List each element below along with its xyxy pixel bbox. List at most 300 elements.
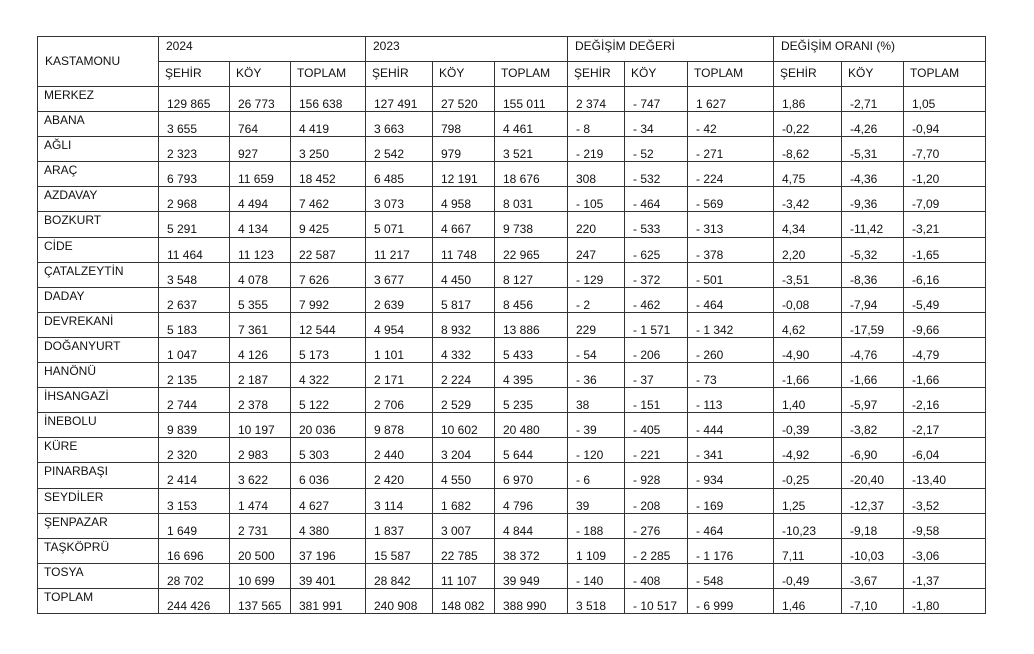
cell-value: - 271: [696, 147, 724, 162]
value-cell: [904, 488, 986, 513]
value-cell: [159, 563, 230, 588]
cell-value: 4 419: [299, 122, 330, 137]
value-cell: [774, 237, 842, 262]
cell-value: - 532: [633, 172, 661, 187]
cell-value: 16 696: [167, 548, 204, 563]
value-cell: [774, 312, 842, 337]
cell-value: - 36: [576, 373, 597, 388]
district-name: DADAY: [44, 288, 85, 303]
value-cell: [568, 262, 625, 287]
subheader-koy: KÖY: [842, 62, 904, 87]
value-cell: [625, 137, 688, 162]
value-cell: [904, 363, 986, 388]
population-table: [37, 36, 986, 614]
cell-value: - 372: [633, 272, 661, 287]
value-cell: [159, 287, 230, 312]
district-name: TOSYA: [44, 564, 84, 579]
cell-value: 1 682: [441, 498, 472, 513]
cell-value: -4,90: [782, 347, 810, 362]
value-cell: [774, 538, 842, 563]
table-row: [38, 262, 986, 287]
value-cell: [495, 588, 568, 613]
value-cell: [495, 212, 568, 237]
cell-value: 4 332: [441, 347, 472, 362]
value-cell: [625, 312, 688, 337]
cell-value: 37 196: [299, 548, 336, 563]
value-cell: [366, 463, 433, 488]
value-cell: [366, 287, 433, 312]
value-cell: [568, 87, 625, 112]
cell-value: 388 990: [503, 598, 547, 613]
value-cell: [688, 363, 774, 388]
value-cell: [774, 212, 842, 237]
cell-value: 2 320: [167, 448, 198, 463]
cell-value: 129 865: [167, 97, 211, 111]
value-cell: [688, 187, 774, 212]
cell-value: - 42: [696, 122, 717, 137]
value-cell: [159, 87, 230, 112]
value-cell: [230, 413, 291, 438]
cell-value: 1,05: [912, 97, 936, 111]
value-cell: [433, 388, 495, 413]
cell-value: -2,71: [850, 97, 878, 111]
cell-value: -1,80: [912, 598, 940, 613]
value-cell: [904, 287, 986, 312]
cell-value: 28 702: [167, 573, 204, 588]
value-cell: [568, 588, 625, 613]
cell-value: 8 031: [503, 197, 534, 212]
cell-value: - 129: [576, 272, 604, 287]
value-cell: [842, 388, 904, 413]
value-cell: [774, 87, 842, 112]
cell-value: - 37: [633, 373, 654, 388]
value-cell: [433, 438, 495, 463]
cell-value: -7,10: [850, 598, 878, 613]
cell-value: - 1 571: [633, 322, 671, 337]
cell-value: 7 992: [299, 297, 330, 312]
value-cell: [625, 563, 688, 588]
cell-value: 5 433: [503, 347, 534, 362]
cell-value: 20 036: [299, 423, 336, 438]
cell-value: 11 659: [238, 172, 274, 187]
value-cell: [688, 388, 774, 413]
value-cell: [688, 413, 774, 438]
cell-value: 5 173: [299, 347, 330, 362]
cell-value: 3 521: [503, 147, 534, 162]
value-cell: [159, 137, 230, 162]
district-name: ABANA: [44, 113, 85, 128]
group-header-2023: 2023: [366, 37, 568, 62]
value-cell: [842, 162, 904, 187]
value-cell: [688, 337, 774, 362]
group-header-2024: 2024: [159, 37, 366, 62]
value-cell: [568, 463, 625, 488]
district-name: ŞENPAZAR: [44, 514, 108, 529]
district-name-cell: [38, 413, 159, 438]
cell-value: 39 949: [503, 573, 540, 588]
cell-value: - 54: [576, 347, 597, 362]
cell-value: 2 224: [441, 373, 472, 388]
cell-value: -10,23: [782, 523, 817, 538]
district-name: TAŞKÖPRÜ: [44, 539, 110, 554]
value-cell: [625, 463, 688, 488]
cell-value: 2 171: [374, 373, 405, 388]
cell-value: -5,49: [912, 297, 940, 312]
district-name: DOĞANYURT: [44, 338, 121, 353]
cell-value: -0,94: [912, 122, 940, 137]
cell-value: -4,76: [850, 347, 878, 362]
cell-value: 7 361: [238, 322, 269, 337]
subheader-sehir: ŞEHİR: [366, 62, 433, 87]
cell-value: 2 420: [374, 473, 405, 488]
value-cell: [495, 112, 568, 137]
cell-value: -10,03: [850, 548, 885, 563]
value-cell: [688, 287, 774, 312]
value-cell: [568, 513, 625, 538]
cell-value: 7,11: [782, 548, 805, 563]
cell-value: 2 706: [374, 398, 405, 413]
table-row: [38, 212, 986, 237]
value-cell: [774, 413, 842, 438]
cell-value: -17,59: [850, 322, 885, 337]
cell-value: 3 204: [441, 448, 472, 463]
cell-value: - 224: [696, 172, 724, 187]
cell-value: - 928: [633, 473, 661, 488]
value-cell: [568, 388, 625, 413]
value-cell: [904, 237, 986, 262]
cell-value: 6 793: [167, 172, 198, 187]
cell-value: 26 773: [238, 97, 275, 111]
cell-value: 137 565: [238, 598, 282, 613]
cell-value: 4 550: [441, 473, 472, 488]
district-name-cell: [38, 588, 159, 613]
value-cell: [159, 262, 230, 287]
district-name-cell: [38, 262, 159, 287]
cell-value: - 747: [633, 97, 661, 111]
cell-value: 20 480: [503, 423, 540, 438]
value-cell: [774, 262, 842, 287]
subheader-toplam: TOPLAM: [291, 62, 366, 87]
cell-value: 4 667: [441, 222, 472, 237]
value-cell: [568, 287, 625, 312]
value-cell: [688, 563, 774, 588]
value-cell: [366, 538, 433, 563]
cell-value: 4 627: [299, 498, 330, 513]
value-cell: [159, 312, 230, 337]
cell-value: 764: [238, 122, 259, 137]
value-cell: [366, 337, 433, 362]
value-cell: [159, 438, 230, 463]
cell-value: 8 127: [503, 272, 534, 287]
value-cell: [291, 262, 366, 287]
value-cell: [291, 137, 366, 162]
cell-value: -3,51: [782, 272, 810, 287]
value-cell: [291, 413, 366, 438]
value-cell: [433, 212, 495, 237]
table-row: [38, 538, 986, 563]
value-cell: [159, 112, 230, 137]
value-cell: [625, 588, 688, 613]
cell-value: 244 426: [167, 598, 211, 613]
value-cell: [688, 212, 774, 237]
cell-value: 3 114: [374, 498, 404, 513]
value-cell: [568, 538, 625, 563]
cell-value: - 6: [576, 473, 591, 488]
cell-value: -1,37: [912, 573, 940, 588]
value-cell: [904, 87, 986, 112]
cell-value: 5 303: [299, 448, 330, 463]
value-cell: [774, 162, 842, 187]
cell-value: 2 744: [167, 398, 198, 413]
cell-value: -5,97: [850, 398, 878, 413]
value-cell: [774, 287, 842, 312]
cell-value: - 169: [696, 498, 724, 513]
value-cell: [433, 187, 495, 212]
table-row: [38, 287, 986, 312]
value-cell: [433, 538, 495, 563]
cell-value: - 408: [633, 573, 661, 588]
value-cell: [433, 363, 495, 388]
value-cell: [495, 312, 568, 337]
value-cell: [688, 262, 774, 287]
value-cell: [366, 438, 433, 463]
district-name: DEVREKANİ: [44, 313, 114, 328]
district-name: MERKEZ: [44, 88, 95, 102]
value-cell: [291, 513, 366, 538]
cell-value: 5 644: [503, 448, 534, 463]
cell-value: 11 123: [238, 247, 274, 262]
cell-value: 5 071: [374, 222, 405, 237]
cell-value: 5 235: [503, 398, 534, 413]
district-name: KÜRE: [44, 439, 78, 454]
cell-value: -9,66: [912, 322, 940, 337]
value-cell: [495, 187, 568, 212]
value-cell: [568, 212, 625, 237]
value-cell: [433, 287, 495, 312]
district-name-cell: [38, 237, 159, 262]
cell-value: 22 785: [441, 548, 478, 563]
value-cell: [774, 388, 842, 413]
value-cell: [366, 187, 433, 212]
cell-value: 4 395: [503, 373, 534, 388]
cell-value: - 208: [633, 498, 661, 513]
district-name-cell: [38, 162, 159, 187]
cell-value: - 341: [696, 448, 724, 463]
cell-value: 3 677: [374, 272, 405, 287]
cell-value: 3 518: [576, 598, 607, 613]
cell-value: - 120: [576, 448, 604, 463]
table-row: [38, 237, 986, 262]
district-name-cell: [38, 463, 159, 488]
value-cell: [291, 438, 366, 463]
district-name-cell: [38, 187, 159, 212]
district-name-cell: [38, 312, 159, 337]
cell-value: 11 217: [374, 247, 410, 262]
value-cell: [366, 388, 433, 413]
cell-value: 127 491: [374, 97, 418, 111]
value-cell: [688, 237, 774, 262]
cell-value: 4 126: [238, 347, 269, 362]
value-cell: [159, 488, 230, 513]
cell-value: - 151: [633, 398, 661, 413]
value-cell: [230, 112, 291, 137]
cell-value: 1 627: [696, 97, 727, 111]
cell-value: 10 197: [238, 423, 275, 438]
cell-value: 5 355: [238, 297, 269, 312]
cell-value: 1 837: [374, 523, 405, 538]
table-row: [38, 388, 986, 413]
district-name-cell: [38, 388, 159, 413]
value-cell: [688, 112, 774, 137]
value-cell: [433, 588, 495, 613]
cell-value: 4,34: [782, 222, 806, 237]
value-cell: [495, 513, 568, 538]
value-cell: [433, 312, 495, 337]
cell-value: -9,58: [912, 523, 940, 538]
cell-value: 1,46: [782, 598, 806, 613]
value-cell: [230, 187, 291, 212]
cell-value: 3 073: [374, 197, 405, 212]
cell-value: 2 374: [576, 97, 607, 111]
value-cell: [904, 438, 986, 463]
cell-value: - 34: [633, 122, 654, 137]
cell-value: -3,82: [850, 423, 878, 438]
value-cell: [366, 162, 433, 187]
cell-value: - 6 999: [696, 598, 734, 613]
value-cell: [159, 237, 230, 262]
cell-value: 39: [576, 498, 590, 513]
value-cell: [433, 162, 495, 187]
value-cell: [230, 312, 291, 337]
table-row: [38, 438, 986, 463]
cell-value: 7 462: [299, 197, 330, 212]
value-cell: [495, 237, 568, 262]
value-cell: [842, 212, 904, 237]
value-cell: [495, 262, 568, 287]
cell-value: -6,04: [912, 448, 940, 463]
value-cell: [904, 187, 986, 212]
cell-value: - 2 285: [633, 548, 671, 563]
cell-value: 155 011: [503, 97, 546, 111]
value-cell: [568, 337, 625, 362]
value-cell: [568, 312, 625, 337]
cell-value: 308: [576, 172, 597, 187]
cell-value: 38 372: [503, 548, 540, 563]
cell-value: - 39: [576, 423, 597, 438]
cell-value: - 464: [696, 523, 724, 538]
cell-value: 4 844: [503, 523, 534, 538]
value-cell: [495, 413, 568, 438]
value-cell: [230, 287, 291, 312]
value-cell: [159, 162, 230, 187]
district-name-cell: [38, 137, 159, 162]
value-cell: [688, 137, 774, 162]
cell-value: -4,26: [850, 122, 878, 137]
value-cell: [842, 538, 904, 563]
cell-value: 2 731: [238, 523, 269, 538]
cell-value: - 934: [696, 473, 724, 488]
cell-value: - 8: [576, 122, 591, 137]
value-cell: [842, 513, 904, 538]
cell-value: - 105: [576, 197, 604, 212]
cell-value: 4 954: [374, 322, 405, 337]
value-cell: [230, 563, 291, 588]
cell-value: 2 529: [441, 398, 472, 413]
value-cell: [904, 588, 986, 613]
value-cell: [159, 538, 230, 563]
cell-value: 9 425: [299, 222, 330, 237]
cell-value: -1,66: [912, 373, 940, 388]
value-cell: [230, 388, 291, 413]
cell-value: -0,22: [782, 122, 810, 137]
subheader-sehir: ŞEHİR: [774, 62, 842, 87]
cell-value: 8 932: [441, 322, 472, 337]
cell-value: 247: [576, 247, 597, 262]
district-name-cell: [38, 538, 159, 563]
table-row: [38, 337, 986, 362]
value-cell: [433, 237, 495, 262]
value-cell: [230, 588, 291, 613]
cell-value: 18 676: [503, 172, 540, 187]
cell-value: 4,75: [782, 172, 806, 187]
value-cell: [433, 137, 495, 162]
value-cell: [366, 513, 433, 538]
value-cell: [291, 187, 366, 212]
value-cell: [230, 488, 291, 513]
value-cell: [904, 262, 986, 287]
value-cell: [495, 162, 568, 187]
value-cell: [230, 162, 291, 187]
value-cell: [774, 588, 842, 613]
cell-value: 6 036: [299, 473, 330, 488]
cell-value: -0,08: [782, 297, 810, 312]
value-cell: [291, 287, 366, 312]
value-cell: [230, 538, 291, 563]
cell-value: 798: [441, 122, 462, 137]
value-cell: [230, 137, 291, 162]
cell-value: 4 380: [299, 523, 330, 538]
table-row: [38, 87, 986, 112]
cell-value: 2 637: [167, 297, 198, 312]
cell-value: - 548: [696, 573, 724, 588]
value-cell: [291, 463, 366, 488]
cell-value: - 1 176: [696, 548, 734, 563]
cell-value: 27 520: [441, 97, 478, 111]
subheader-koy: KÖY: [625, 62, 688, 87]
value-cell: [904, 212, 986, 237]
cell-value: 2 414: [167, 473, 198, 488]
value-cell: [774, 337, 842, 362]
cell-value: 18 452: [299, 172, 336, 187]
cell-value: 2 187: [238, 373, 269, 388]
value-cell: [230, 212, 291, 237]
value-cell: [291, 337, 366, 362]
cell-value: 13 886: [503, 322, 540, 337]
value-cell: [774, 438, 842, 463]
cell-value: 240 908: [374, 598, 418, 613]
value-cell: [842, 87, 904, 112]
district-name-cell: [38, 438, 159, 463]
value-cell: [568, 187, 625, 212]
district-name: CİDE: [44, 238, 73, 253]
value-cell: [230, 513, 291, 538]
subheader-sehir: ŞEHİR: [568, 62, 625, 87]
cell-value: -3,06: [912, 548, 940, 563]
value-cell: [568, 488, 625, 513]
cell-value: 20 500: [238, 548, 275, 563]
table-row: [38, 413, 986, 438]
value-cell: [366, 112, 433, 137]
